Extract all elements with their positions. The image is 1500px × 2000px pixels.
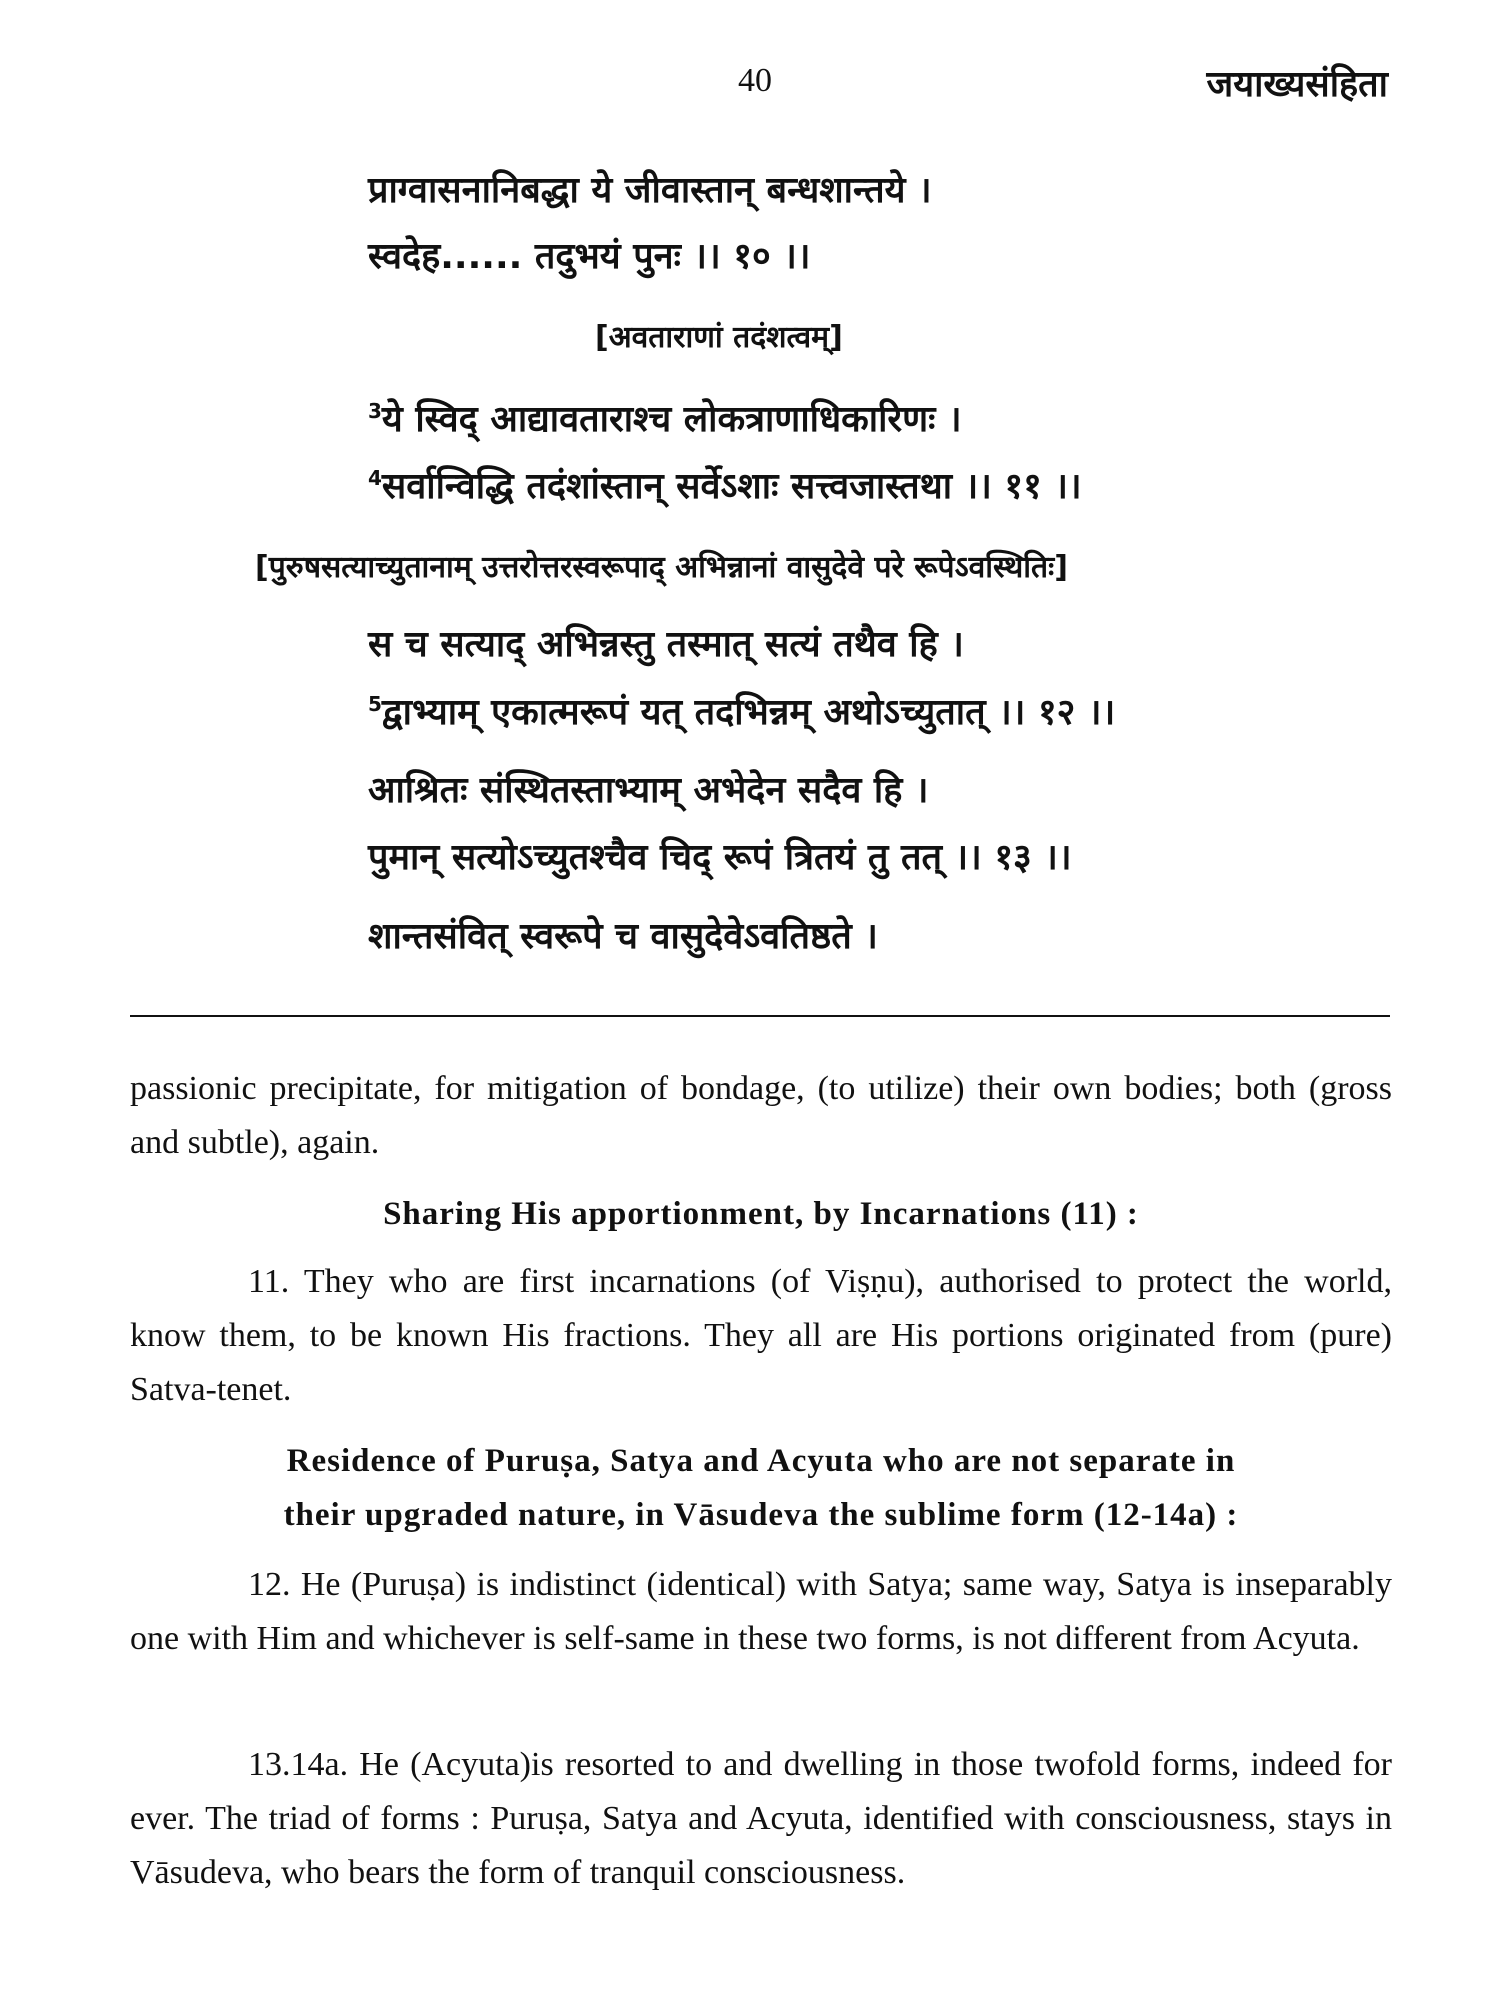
heading-line: Residence of Puruṣa, Satya and Acyuta who are not separate in xyxy=(286,1443,1236,1479)
verse11-heading: [अवताराणां तदंशत्वम्] xyxy=(595,320,843,355)
verse13-line1: आश्रितः संस्थितस्ताभ्याम् अभेदेन सदैव हि । xyxy=(368,770,929,811)
verse12-line2 xyxy=(368,686,1115,735)
english-heading-12 xyxy=(130,1434,1392,1542)
running-title: जयाख्यसंहिता xyxy=(1206,64,1388,105)
paragraph: 13.14a. He (Acyuta)is resorted to and dwelling in those twofold forms, indeed for ever. The triad of forms : Puruṣa, Satya and Acyuta, identified with consciousness, stays in Vāsudeva, who bears the form of tranquil consciousness. xyxy=(130,1746,1392,1891)
footnote-mark: 5 xyxy=(368,692,382,716)
verse11-line1 xyxy=(368,393,962,442)
english-heading-11: Sharing His apportionment, by Incarnations (11) : xyxy=(383,1196,1139,1232)
verse10-line2: स्वदेह...... तदुभयं पुनः ।। १० ।। xyxy=(368,236,811,277)
verse11-line2 xyxy=(368,460,1082,509)
english-para-continuation xyxy=(130,1062,1392,1170)
verse13-line2: पुमान् सत्योऽच्युतश्चैव चिद् रूपं त्रितयं तु तत् ।। १३ ।। xyxy=(368,837,1072,878)
footnote-mark: 3 xyxy=(368,399,382,423)
heading-line: their upgraded nature, in Vāsudeva the sublime form (12-14a) : xyxy=(283,1497,1239,1533)
english-para-13 xyxy=(130,1738,1392,1900)
separator-rule xyxy=(130,1015,1390,1017)
verse12-heading: [पुरुषसत्याच्युतानाम् उत्तरोत्तरस्वरूपाद् अभिन्नानां वासुदेवे परे रूपेऽवस्थितिः] xyxy=(255,550,1068,585)
page-number: 40 xyxy=(738,62,772,99)
paragraph: 11. They who are first incarnations (of Viṣṇu), authorised to protect the world, know them, to be known His fractions. They all are His portions originated from (pure) Satva-tenet. xyxy=(130,1263,1392,1408)
verse14-line1: शान्तसंवित् स्वरूपे च वासुदेवेऽवतिष्ठते । xyxy=(368,916,878,957)
verse12-line1: स च सत्याद् अभिन्नस्तु तस्मात् सत्यं तथैव हि । xyxy=(368,624,964,665)
verse12-line2-text: द्वाभ्याम् एकात्मरूपं यत् तदभिन्नम् अथोऽच्युतात् ।। १२ ।। xyxy=(381,692,1116,733)
paragraph: 12. He (Puruṣa) is indistinct (identical) with Satya; same way, Satya is inseparably one with Him and whichever is self-same in these two forms, is not different from Acyuta. xyxy=(130,1566,1392,1657)
verse11-line2-text: सर्वान्विद्धि तदंशांस्तान् सर्वेऽशाः सत्त्वजास्तथा ।। ११ ।। xyxy=(381,466,1082,507)
english-para-12 xyxy=(130,1558,1392,1666)
english-para-11 xyxy=(130,1255,1392,1417)
verse10-line1: प्राग्वासनानिबद्धा ये जीवास्तान् बन्धशान्तये । xyxy=(368,170,932,211)
footnote-mark: 4 xyxy=(368,466,382,490)
verse11-line1-text: ये स्विद् आद्यावताराश्च लोकत्राणाधिकारिणः । xyxy=(381,399,962,440)
paragraph: passionic precipitate, for mitigation of bondage, (to utilize) their own bodies; both (gross and subtle), again. xyxy=(130,1070,1392,1161)
